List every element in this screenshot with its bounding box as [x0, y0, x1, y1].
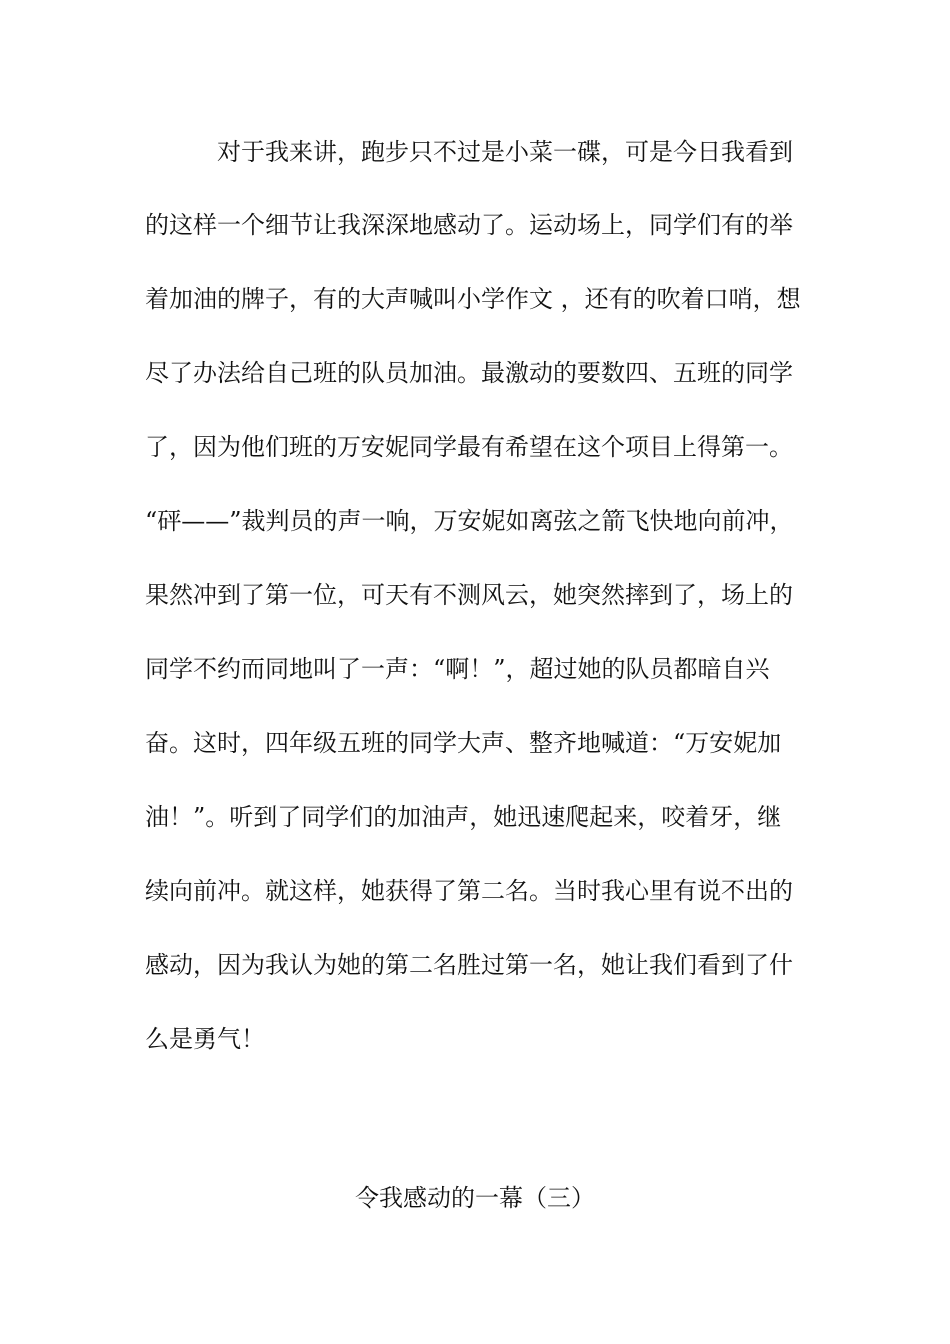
paragraph-line: 续向前冲。就这样，她获得了第二名。当时我心里有说不出的: [145, 877, 793, 905]
paragraph-line: 了，因为他们班的万安妮同学最有希望在这个项目上得第一。: [145, 433, 793, 461]
paragraph-line: 奋。这时，四年级五班的同学大声、整齐地喊道：“万安妮加: [145, 729, 782, 757]
paragraph-line: “砰——”裁判员的声一响，万安妮如离弦之箭飞快地向前冲，: [145, 507, 794, 535]
paragraph-line: 油！”。听到了同学们的加油声，她迅速爬起来，咬着牙，继: [145, 803, 782, 831]
paragraph-line: 着加油的牌子，有的大声喊叫小学作文 ，还有的吹着口哨，想: [145, 285, 801, 313]
paragraph-line: 感动，因为我认为她的第二名胜过第一名，她让我们看到了什: [145, 951, 793, 979]
paragraph-line: 尽了办法给自己班的队员加油。最激动的要数四、五班的同学: [145, 359, 793, 387]
paragraph-line: 果然冲到了第一位，可天有不测风云，她突然摔到了，场上的: [145, 581, 793, 609]
paragraph-line: 同学不约而同地叫了一声：“啊！”，超过她的队员都暗自兴: [145, 655, 770, 683]
paragraph-line: 的这样一个细节让我深深地感动了。运动场上，同学们有的举: [145, 211, 793, 239]
paragraph-line: 么是勇气！: [145, 1025, 265, 1053]
paragraph-line: 对于我来讲，跑步只不过是小菜一碟，可是今日我看到: [217, 138, 793, 166]
section-title: 令我感动的一幕（三）: [355, 1184, 595, 1212]
